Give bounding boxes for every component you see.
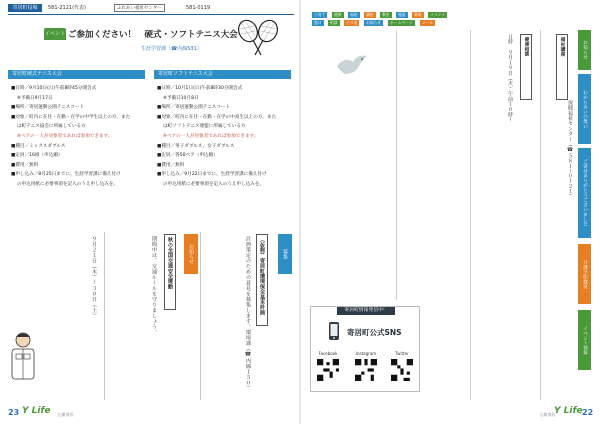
hard-tennis-heading: 寄居町硬式テニス大会: [8, 70, 145, 79]
qr-label-facebook: Facebook: [318, 351, 338, 356]
tab-category[interactable]: 講座: [366, 12, 374, 17]
soft-tennis-panel: [154, 70, 291, 218]
qr-label-twitter: Twitter: [395, 351, 409, 356]
official-sns-box: [310, 306, 420, 392]
box-welfare-course: 福祉講座: [556, 34, 568, 100]
sns-head: 寄居町情報発信中！: [337, 307, 395, 315]
detail-row: の申込用紙に必要事項を記入のうえ申し込みを。: [163, 181, 265, 187]
tab-category[interactable]: メール: [422, 20, 434, 25]
heading-gathering: わかちあいの集い: [578, 74, 591, 144]
tab-category[interactable]: 福祉: [350, 12, 358, 17]
detail-row: ※予備日10月8日: [163, 95, 199, 101]
tab-category[interactable]: 相談: [330, 20, 338, 25]
category-tabs: [306, 6, 592, 25]
soft-tennis-details: [157, 84, 289, 190]
header-fax: 581-0119: [186, 5, 211, 11]
column-divider: [396, 30, 397, 300]
detail-row: ■費用／無料: [11, 162, 39, 168]
detail-row: の申込用紙に必要事項を記入のうえ申し込みを。: [17, 181, 119, 187]
hard-tennis-details: [11, 84, 143, 190]
notice-text-traffic: 期間中は、交通ルールを守りましょう。: [151, 236, 157, 335]
tab-category[interactable]: ホームページ: [390, 20, 413, 25]
notice-heading-info: お知らせ: [184, 234, 198, 274]
left-bottom-notices: [8, 232, 294, 402]
notice-text-dates: ９月２１日（木）〜３０日（土）: [91, 236, 97, 319]
detail-row: は町テニス協会に所属している方: [17, 124, 86, 130]
tab-category[interactable]: 健康: [334, 12, 342, 17]
heading-donation: ご寄付ありがとうございました: [578, 148, 591, 238]
detail-row: ■場所／寄居運動公園テニスコート: [157, 105, 231, 111]
header-center-label: ふれあい福祉センター: [114, 4, 165, 12]
qr-label-instagram: Instagram: [355, 351, 377, 356]
right-footer-publisher: 広報寄居: [540, 412, 556, 417]
detail-row: ■場所／寄居運動公園テニスコート: [11, 105, 85, 111]
detail-row: ※予備日9月17日: [17, 95, 53, 101]
detail-row: ■対象／町内に在住・在勤・在学の中高生以上の方、また: [157, 114, 277, 120]
tab-category[interactable]: 窓口: [314, 20, 322, 25]
spread-gutter: [299, 0, 301, 424]
heading-events: イベント情報: [578, 310, 591, 370]
detail-note: ※ペアの一人が対象者であれば参加できます。: [17, 133, 113, 139]
left-page-number: 23: [8, 408, 20, 417]
header-rule: [8, 14, 294, 15]
detail-row: ■定員／各50ペア（申込順）: [157, 153, 218, 159]
page-title: ご参加ください！ 硬式・ソフトテニス大会: [68, 30, 238, 40]
smartphone-icon: [324, 321, 344, 341]
column-divider: [200, 232, 201, 400]
detail-row: ■種目／ミックスダブルス: [11, 143, 66, 149]
notice-title-traffic: 秋の全国交通安全運動: [164, 234, 176, 310]
left-footer-logo: Y Life: [22, 406, 51, 416]
detail-row: ■対象／町内に在住・在勤・在学の中学生以上の方、また: [11, 114, 131, 120]
staff-person-illustration: [8, 330, 38, 384]
title-contact: 生涯学習課（☎内線531）: [141, 46, 202, 52]
detail-row: ■申し込み／9月22日までに、生涯学習課に備え付け: [157, 172, 267, 178]
detail-row: ■日時／10月1日(日)午前8時30分開会式: [157, 86, 243, 91]
event-badge: イベント: [44, 28, 66, 40]
tab-category[interactable]: 子育て: [314, 12, 326, 17]
sidebar-heading-info: お知らせ: [578, 30, 591, 70]
detail-row: ■費用／無料: [157, 162, 185, 168]
detail-row: ■日時／9月10日(日)午前8時45分開会式: [11, 86, 97, 91]
soft-tennis-heading: 寄居町ソフトテニス大会: [154, 70, 291, 79]
right-page-number: 22: [582, 408, 594, 417]
left-footer-publisher: 広報寄居: [58, 412, 74, 417]
dove-illustration: [335, 52, 369, 78]
detail-row: ■種目／男子ダブルス、女子ダブルス: [157, 143, 235, 149]
hard-tennis-panel: [8, 70, 145, 218]
notice-text-plan: 計画策定のための意見を募集します。環境課（☎内線１５０）: [245, 236, 251, 391]
tennis-rackets-icon: [232, 18, 286, 58]
text-welfare-center: 保健福祉センター（☎５８１−０１２１）: [567, 100, 573, 199]
tab-category[interactable]: 教室: [382, 12, 390, 17]
column-divider: [540, 30, 541, 400]
tab-category[interactable]: 募集: [414, 12, 422, 17]
tab-category[interactable]: その他: [346, 20, 358, 25]
column-divider: [104, 232, 105, 400]
header-phone: 581-2121(代表): [48, 5, 86, 11]
detail-note: ※ペアの一人が対象者であれば参加できます。: [163, 133, 259, 139]
heading-care-class: 介護予防教室: [578, 244, 591, 304]
tab-category[interactable]: 施設: [398, 12, 406, 17]
text-schedule: 日時 ９月１９日（火）午前１０時〜: [507, 34, 513, 123]
tab-category[interactable]: イベント: [430, 12, 446, 17]
twitter-qr-icon[interactable]: [391, 359, 413, 381]
instagram-qr-icon[interactable]: [355, 359, 377, 381]
detail-row: ■定員／16組（申込順）: [11, 153, 63, 159]
notice-heading-recruit: 募集: [278, 234, 292, 274]
tab-category[interactable]: お知らせ: [366, 20, 382, 25]
facebook-qr-icon[interactable]: [317, 359, 339, 381]
right-footer-logo: Y Life: [554, 406, 583, 416]
detail-row: は町ソフトテニス連盟に所属している方: [163, 124, 246, 130]
sns-title: 寄居町公式SNS: [347, 328, 402, 337]
header-office-tab: 寄居町役場: [8, 4, 42, 12]
box-health-consult: 健康相談: [520, 34, 532, 100]
column-divider: [470, 30, 471, 400]
detail-row: ■申し込み／8月25日までに、生涯学習課に備え付け: [11, 172, 121, 178]
notice-title-plan: （仮称）寄居町環境保全基本計画: [256, 234, 268, 326]
